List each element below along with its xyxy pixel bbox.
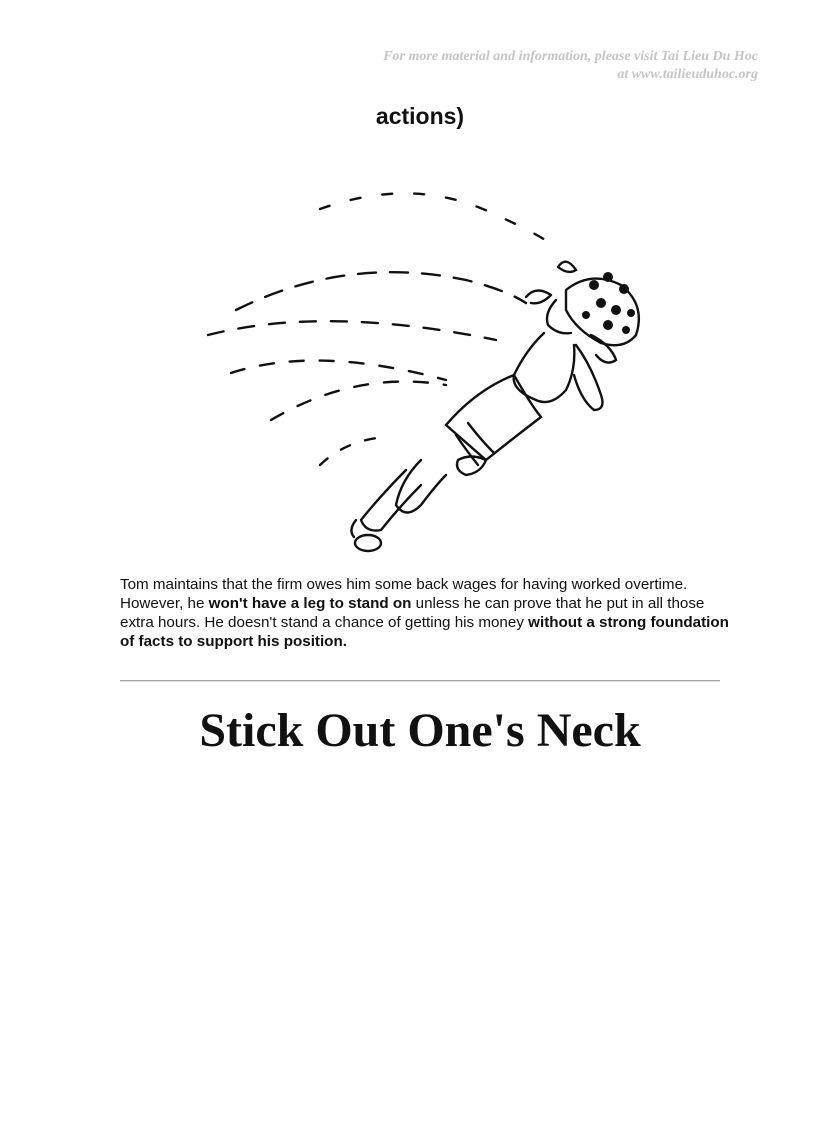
idiom-phrase: won't have a leg to stand on [208,595,412,612]
body-paragraph [120,575,730,651]
cartoon-figure-flipping-through-air-icon [196,185,676,565]
paragraph-text-2: unless he can prove that he put in all those extra hours. He doesn't stand a chance of getting his money [120,595,705,631]
watermark-line-2: at www.tailieuduhoc.org [617,67,758,82]
idiom-title: Stick Out One's Neck [199,704,641,757]
idiom-meaning: without a strong foundation of facts to support his position. [120,614,729,650]
watermark [238,48,758,84]
section-divider [120,680,720,682]
section-heading: actions) [375,103,465,129]
watermark-line-1: For more material and information, please visit Tai Lieu Du Hoc [383,49,758,64]
paragraph-text-1: Tom maintains that the firm owes him some back wages for having worked overtime. However, he [120,576,688,612]
